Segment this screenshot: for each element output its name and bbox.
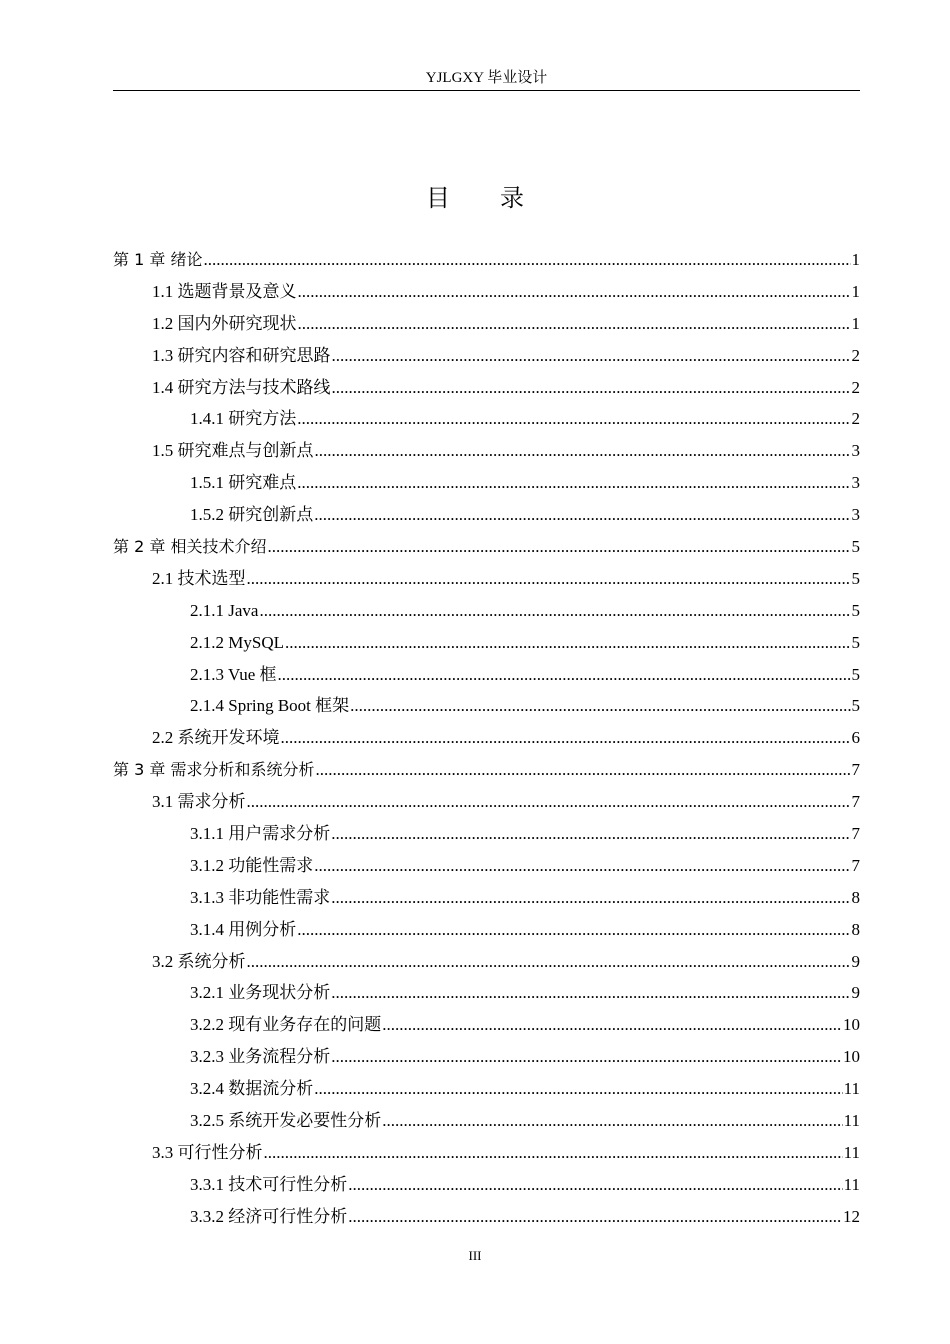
toc-entry-page: 5 bbox=[851, 537, 860, 557]
toc-entry-label: 1.1 选题背景及意义 bbox=[152, 281, 297, 301]
toc-entry-page: 5 bbox=[851, 632, 860, 652]
toc-entry-label: 第 3 章 需求分析和系统分析 bbox=[113, 760, 315, 780]
toc-entry[interactable] bbox=[113, 1009, 860, 1041]
toc-entry-page: 3 bbox=[851, 441, 860, 461]
toc-entry-page: 3 bbox=[851, 473, 860, 493]
toc-entry[interactable] bbox=[113, 850, 860, 882]
toc-entry-label: 1.3 研究内容和研究思路 bbox=[152, 345, 331, 365]
toc-leader-dots bbox=[267, 531, 850, 563]
toc-leader-dots bbox=[297, 914, 850, 946]
toc-entry-label: 3.2.4 数据流分析 bbox=[190, 1079, 314, 1099]
toc-entry-page: 11 bbox=[843, 1174, 860, 1194]
toc-leader-dots bbox=[281, 722, 851, 754]
toc-entry-page: 2 bbox=[851, 377, 860, 397]
toc-entry-label: 1.4 研究方法与技术路线 bbox=[152, 377, 331, 397]
toc-entry-page: 2 bbox=[851, 345, 860, 365]
toc-leader-dots bbox=[297, 467, 850, 499]
toc-entry-page: 7 bbox=[851, 792, 860, 812]
toc-leader-dots bbox=[332, 372, 851, 404]
toc-entry-label: 3.1.3 非功能性需求 bbox=[190, 887, 331, 907]
toc-leader-dots bbox=[264, 1137, 843, 1169]
toc-entry-page: 7 bbox=[851, 855, 860, 875]
toc-title-char-2: 录 bbox=[500, 186, 524, 212]
toc-entry[interactable] bbox=[113, 467, 860, 499]
toc-entry[interactable] bbox=[113, 403, 860, 435]
toc-leader-dots bbox=[331, 977, 850, 1009]
toc-leader-dots bbox=[315, 435, 851, 467]
toc-entry-label: 3.2.5 系统开发必要性分析 bbox=[190, 1111, 382, 1131]
toc-entry[interactable] bbox=[113, 977, 860, 1009]
toc-entry[interactable] bbox=[113, 914, 860, 946]
toc-entry-page: 10 bbox=[843, 1047, 860, 1067]
toc-entry[interactable] bbox=[113, 818, 860, 850]
toc-entry[interactable] bbox=[113, 1073, 860, 1105]
table-of-contents bbox=[113, 244, 860, 1233]
toc-entry-label: 3.1.4 用例分析 bbox=[190, 919, 297, 939]
toc-entry[interactable] bbox=[113, 659, 860, 691]
toc-entry-page: 11 bbox=[843, 1079, 860, 1099]
toc-entry-label: 2.1.2 MySQL bbox=[190, 632, 284, 652]
header-text: YJLGXY 毕业设计 bbox=[425, 70, 548, 86]
toc-leader-dots bbox=[382, 1009, 842, 1041]
toc-leader-dots bbox=[247, 786, 851, 818]
toc-entry-page: 7 bbox=[851, 824, 860, 844]
toc-entry-label: 2.2 系统开发环境 bbox=[152, 728, 280, 748]
toc-entry-label: 3.1 需求分析 bbox=[152, 792, 246, 812]
toc-entry-label: 2.1.3 Vue 框 bbox=[190, 664, 277, 684]
toc-entry[interactable] bbox=[113, 754, 860, 786]
toc-leader-dots bbox=[314, 850, 850, 882]
toc-leader-dots bbox=[315, 754, 850, 786]
toc-entry[interactable] bbox=[113, 244, 860, 276]
toc-entry[interactable] bbox=[113, 308, 860, 340]
toc-leader-dots bbox=[314, 499, 850, 531]
toc-entry-label: 第 2 章 相关技术介绍 bbox=[113, 537, 267, 557]
toc-entry[interactable] bbox=[113, 1201, 860, 1233]
toc-entry[interactable] bbox=[113, 690, 860, 722]
toc-entry-page: 9 bbox=[851, 983, 860, 1003]
toc-entry-label: 3.2 系统分析 bbox=[152, 951, 246, 971]
toc-entry-label: 2.1 技术选型 bbox=[152, 568, 246, 588]
toc-entry[interactable] bbox=[113, 1105, 860, 1137]
toc-leader-dots bbox=[350, 690, 850, 722]
toc-entry-page: 1 bbox=[851, 313, 860, 333]
toc-entry-page: 6 bbox=[851, 728, 860, 748]
toc-entry[interactable] bbox=[113, 595, 860, 627]
toc-entry-page: 8 bbox=[851, 919, 860, 939]
toc-entry[interactable] bbox=[113, 435, 860, 467]
toc-leader-dots bbox=[314, 1073, 842, 1105]
toc-entry[interactable] bbox=[113, 1169, 860, 1201]
toc-entry-page: 1 bbox=[851, 281, 860, 301]
toc-leader-dots bbox=[332, 340, 851, 372]
toc-entry[interactable] bbox=[113, 531, 860, 563]
toc-entry-label: 3.1.2 功能性需求 bbox=[190, 855, 314, 875]
toc-entry-label: 第 1 章 绪论 bbox=[113, 250, 203, 269]
page-footer bbox=[0, 1248, 950, 1264]
toc-title bbox=[0, 178, 950, 213]
toc-entry-page: 1 bbox=[851, 250, 860, 269]
toc-leader-dots bbox=[247, 946, 851, 978]
toc-entry-page: 7 bbox=[851, 760, 860, 780]
toc-entry-page: 5 bbox=[851, 696, 860, 716]
page-number: III bbox=[468, 1248, 482, 1263]
toc-leader-dots bbox=[203, 244, 850, 276]
toc-entry[interactable] bbox=[113, 340, 860, 372]
toc-entry[interactable] bbox=[113, 786, 860, 818]
toc-entry-label: 1.4.1 研究方法 bbox=[190, 409, 297, 429]
toc-entry-label: 3.2.3 业务流程分析 bbox=[190, 1047, 331, 1067]
toc-entry-label: 3.3.2 经济可行性分析 bbox=[190, 1206, 348, 1226]
toc-leader-dots bbox=[382, 1105, 842, 1137]
toc-entry-label: 1.5.1 研究难点 bbox=[190, 473, 297, 493]
toc-leader-dots bbox=[298, 276, 851, 308]
toc-entry[interactable] bbox=[113, 946, 860, 978]
toc-leader-dots bbox=[278, 659, 851, 691]
toc-leader-dots bbox=[298, 308, 851, 340]
toc-leader-dots bbox=[348, 1201, 842, 1233]
toc-leader-dots bbox=[331, 1041, 842, 1073]
toc-leader-dots bbox=[331, 818, 850, 850]
toc-entry-page: 9 bbox=[851, 951, 860, 971]
toc-entry[interactable] bbox=[113, 722, 860, 754]
toc-entry-label: 3.2.1 业务现状分析 bbox=[190, 983, 331, 1003]
toc-entry-label: 2.1.4 Spring Boot 框架 bbox=[190, 696, 350, 716]
toc-entry-page: 5 bbox=[851, 664, 860, 684]
toc-entry-page: 11 bbox=[843, 1111, 860, 1131]
toc-entry-label: 2.1.1 Java bbox=[190, 600, 259, 620]
toc-entry[interactable] bbox=[113, 499, 860, 531]
toc-entry-page: 5 bbox=[851, 568, 860, 588]
toc-title-char-1: 目 bbox=[426, 186, 450, 212]
toc-entry-page: 11 bbox=[843, 1142, 860, 1162]
toc-entry-page: 12 bbox=[843, 1206, 860, 1226]
toc-entry-page: 2 bbox=[851, 409, 860, 429]
toc-leader-dots bbox=[259, 595, 850, 627]
toc-entry[interactable] bbox=[113, 276, 860, 308]
toc-entry[interactable] bbox=[113, 627, 860, 659]
toc-entry-page: 3 bbox=[851, 505, 860, 525]
toc-entry[interactable] bbox=[113, 1137, 860, 1169]
toc-entry-label: 1.5 研究难点与创新点 bbox=[152, 441, 314, 461]
page-header bbox=[113, 68, 860, 91]
toc-entry-page: 5 bbox=[851, 600, 860, 620]
toc-entry-label: 3.3.1 技术可行性分析 bbox=[190, 1174, 348, 1194]
toc-entry-page: 10 bbox=[843, 1015, 860, 1035]
toc-entry-page: 8 bbox=[851, 887, 860, 907]
toc-entry-label: 3.1.1 用户需求分析 bbox=[190, 824, 331, 844]
toc-entry[interactable] bbox=[113, 1041, 860, 1073]
toc-leader-dots bbox=[247, 563, 851, 595]
toc-leader-dots bbox=[331, 882, 850, 914]
toc-leader-dots bbox=[348, 1169, 842, 1201]
toc-entry-label: 1.2 国内外研究现状 bbox=[152, 313, 297, 333]
toc-entry-label: 3.3 可行性分析 bbox=[152, 1142, 263, 1162]
toc-entry[interactable] bbox=[113, 882, 860, 914]
toc-entry-label: 3.2.2 现有业务存在的问题 bbox=[190, 1015, 382, 1035]
toc-entry[interactable] bbox=[113, 563, 860, 595]
toc-entry-label: 1.5.2 研究创新点 bbox=[190, 505, 314, 525]
toc-leader-dots bbox=[285, 627, 851, 659]
toc-leader-dots bbox=[297, 403, 850, 435]
toc-entry[interactable] bbox=[113, 372, 860, 404]
